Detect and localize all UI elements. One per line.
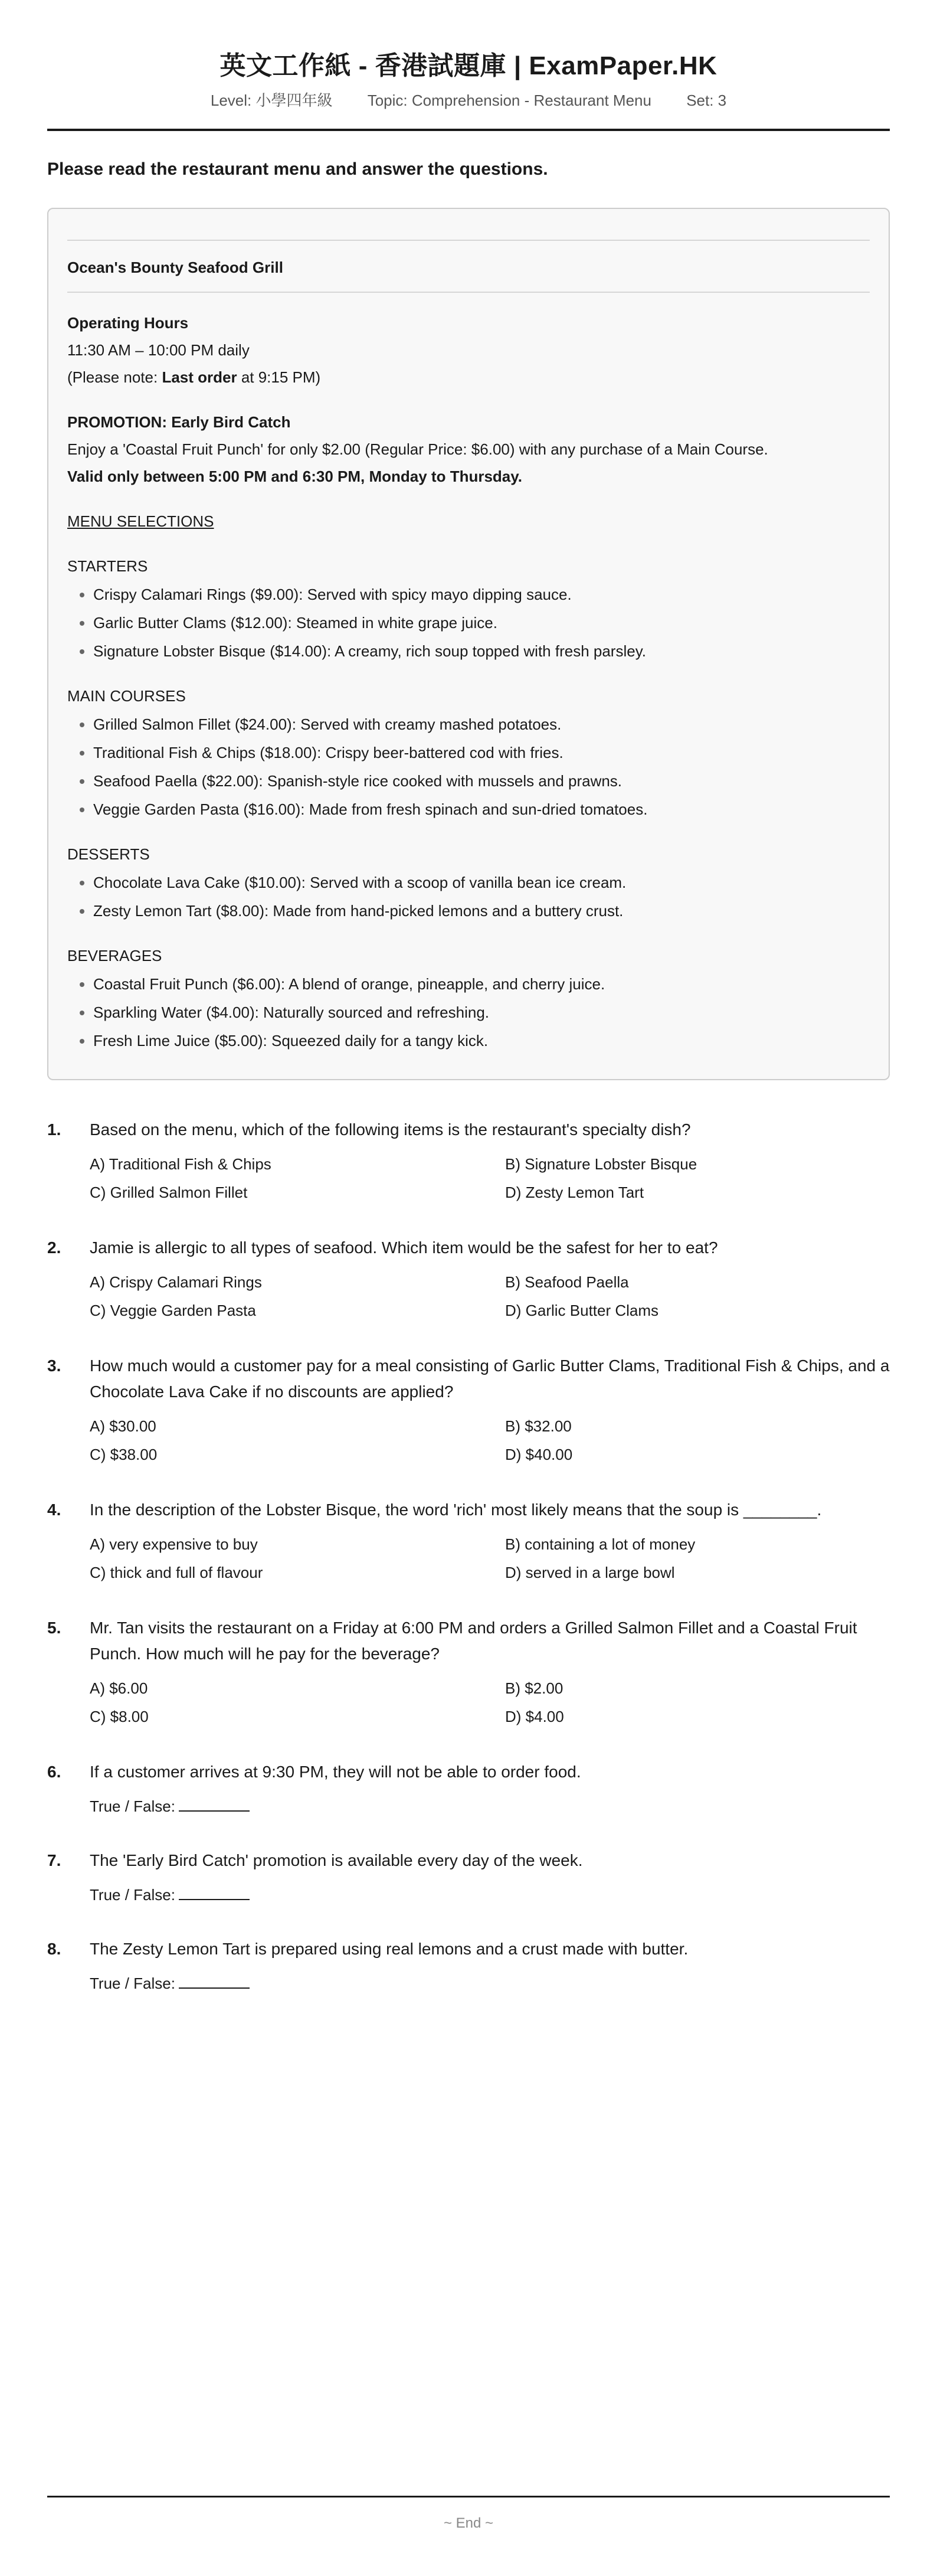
menu-item: • Sparkling Water ($4.00): Naturally sourced and refreshing. (93, 999, 870, 1026)
answer-blank[interactable] (179, 1971, 250, 1989)
answer-option[interactable]: A) $6.00 (90, 1679, 148, 1697)
question-text: If a customer arrives at 9:30 PM, they will not be able to order food. (90, 1763, 581, 1781)
operating-hours-heading: Operating Hours (67, 314, 189, 332)
menu-item-list (67, 711, 870, 823)
promotion-heading: PROMOTION: Early Bird Catch (67, 413, 291, 431)
answer-options (90, 1530, 890, 1587)
worksheet-meta (47, 90, 890, 111)
category-name: STARTERS (67, 557, 148, 575)
question-text: Mr. Tan visits the restaurant on a Friday at 6:00 PM and orders a Grilled Salmon Fillet and a Coastal Fruit Punch. How much will he pay for the beverage? (90, 1619, 857, 1663)
question-number: 2. (47, 1238, 61, 1257)
true-false-label: True / False: (90, 1797, 175, 1815)
answer-options (90, 1674, 890, 1731)
worksheet-header (47, 0, 890, 131)
menu-item: • Veggie Garden Pasta ($16.00): Made from fresh spinach and sun-dried tomatoes. (93, 796, 870, 823)
question-text: The 'Early Bird Catch' promotion is available every day of the week. (90, 1851, 583, 1869)
end-marker: ~ End ~ (443, 2515, 494, 2531)
menu-item: • Zesty Lemon Tart ($8.00): Made from hand-picked lemons and a buttery crust. (93, 897, 870, 924)
category-name: DESSERTS (67, 845, 150, 863)
answer-blank[interactable] (179, 1882, 250, 1900)
menu-item-list (67, 581, 870, 665)
question-number: 7. (47, 1851, 61, 1869)
answer-option[interactable]: C) Veggie Garden Pasta (90, 1302, 256, 1319)
menu-item: • Fresh Lime Juice ($5.00): Squeezed daily for a tangy kick. (93, 1027, 870, 1054)
promotion-validity: Valid only between 5:00 PM and 6:30 PM, Monday to Thursday. (67, 468, 523, 485)
question-number: 8. (47, 1940, 61, 1958)
question-number: 6. (47, 1763, 61, 1781)
answer-blank[interactable] (179, 1794, 250, 1812)
last-order-bold: Last order (162, 368, 237, 386)
answer-option[interactable]: A) Traditional Fish & Chips (90, 1155, 271, 1173)
question-number: 1. (47, 1120, 61, 1139)
question-4 (47, 1497, 890, 1587)
restaurant-menu-box (47, 208, 890, 1080)
header-divider (47, 129, 890, 131)
answer-option[interactable]: C) $38.00 (90, 1446, 158, 1463)
menu-item: • Signature Lobster Bisque ($14.00): A creamy, rich soup topped with fresh parsley. (93, 638, 870, 665)
topic-label: Topic: Comprehension - Restaurant Menu (367, 91, 651, 109)
menu-selections-heading: MENU SELECTIONS (67, 512, 214, 530)
menu-item: • Crispy Calamari Rings ($9.00): Served with spicy mayo dipping sauce. (93, 581, 870, 608)
set-label: Set: 3 (686, 91, 727, 109)
question-text: Jamie is allergic to all types of seafood. Which item would be the safest for her to eat? (90, 1238, 718, 1257)
answer-option[interactable]: D) served in a large bowl (505, 1564, 675, 1581)
question-text: How much would a customer pay for a meal consisting of Garlic Butter Clams, Traditional Fish & Chips, and a Chocolate Lava Cake if no discounts are applied? (90, 1356, 890, 1401)
menu-item: • Traditional Fish & Chips ($18.00): Crispy beer-battered cod with fries. (93, 739, 870, 766)
restaurant-name: Ocean's Bounty Seafood Grill (67, 259, 283, 276)
answer-options (90, 1412, 890, 1469)
menu-category-starters (67, 553, 870, 665)
question-8 (47, 1936, 890, 1996)
operating-hours-line: 11:30 AM – 10:00 PM daily (67, 341, 250, 359)
category-name: BEVERAGES (67, 947, 162, 965)
question-3 (47, 1353, 890, 1469)
menu-item-list (67, 869, 870, 924)
menu-category-desserts (67, 841, 870, 924)
true-false-answer (90, 1970, 890, 1996)
last-order-prefix: (Please note: (67, 368, 162, 386)
answer-option[interactable]: C) Grilled Salmon Fillet (90, 1184, 248, 1201)
question-7 (47, 1848, 890, 1908)
question-list (47, 1117, 890, 1996)
answer-option[interactable]: A) Crispy Calamari Rings (90, 1273, 262, 1291)
answer-options (90, 1150, 890, 1207)
level-label: Level: 小學四年級 (210, 91, 333, 109)
answer-options (90, 1268, 890, 1325)
menu-item: • Chocolate Lava Cake ($10.00): Served with a scoop of vanilla bean ice cream. (93, 869, 870, 896)
true-false-answer (90, 1793, 890, 1819)
answer-option[interactable]: D) $40.00 (505, 1446, 573, 1463)
question-2 (47, 1235, 890, 1325)
answer-option[interactable]: C) thick and full of flavour (90, 1564, 263, 1581)
menu-item: • Seafood Paella ($22.00): Spanish-style rice cooked with mussels and prawns. (93, 767, 870, 795)
question-5 (47, 1615, 890, 1731)
menu-item: • Coastal Fruit Punch ($6.00): A blend of orange, pineapple, and cherry juice. (93, 970, 870, 998)
true-false-label: True / False: (90, 1975, 175, 1992)
worksheet-page (47, 0, 890, 2025)
menu-item: • Grilled Salmon Fillet ($24.00): Served with creamy mashed potatoes. (93, 711, 870, 738)
menu-item: • Garlic Butter Clams ($12.00): Steamed in white grape juice. (93, 609, 870, 636)
answer-option[interactable]: B) Seafood Paella (505, 1273, 629, 1291)
question-text: The Zesty Lemon Tart is prepared using real lemons and a crust made with butter. (90, 1940, 689, 1958)
worksheet-footer (47, 2496, 890, 2532)
footer-divider (47, 2496, 890, 2497)
menu-item-list (67, 970, 870, 1054)
last-order-suffix: at 9:15 PM) (237, 368, 321, 386)
answer-option[interactable]: B) Signature Lobster Bisque (505, 1155, 697, 1173)
answer-option[interactable]: D) Garlic Butter Clams (505, 1302, 659, 1319)
answer-option[interactable]: A) $30.00 (90, 1417, 156, 1435)
answer-option[interactable]: D) Zesty Lemon Tart (505, 1184, 644, 1201)
true-false-answer (90, 1882, 890, 1908)
answer-option[interactable]: B) containing a lot of money (505, 1535, 696, 1553)
question-1 (47, 1117, 890, 1207)
question-text: Based on the menu, which of the following items is the restaurant's specialty dish? (90, 1120, 691, 1139)
promotion (67, 408, 870, 490)
true-false-label: True / False: (90, 1886, 175, 1904)
answer-option[interactable]: B) $2.00 (505, 1679, 563, 1697)
question-number: 4. (47, 1501, 61, 1519)
page-title: 英文工作紙 - 香港試題庫 | ExamPaper.HK (219, 51, 718, 80)
question-text: In the description of the Lobster Bisque, the word 'rich' most likely means that the soup is ________. (90, 1501, 822, 1519)
question-number: 3. (47, 1356, 61, 1375)
answer-option[interactable]: B) $32.00 (505, 1417, 572, 1435)
question-6 (47, 1759, 890, 1819)
question-number: 5. (47, 1619, 61, 1637)
answer-option[interactable]: A) very expensive to buy (90, 1535, 258, 1553)
menu-category-main-courses (67, 682, 870, 823)
answer-option[interactable]: C) $8.00 (90, 1708, 149, 1725)
category-name: MAIN COURSES (67, 687, 186, 705)
answer-option[interactable]: D) $4.00 (505, 1708, 564, 1725)
instruction-text: Please read the restaurant menu and answer the questions. (47, 159, 548, 179)
operating-hours (67, 309, 870, 391)
promotion-description: Enjoy a 'Coastal Fruit Punch' for only $2.00 (Regular Price: $6.00) with any purchase of a Main Course. (67, 440, 768, 458)
menu-category-beverages (67, 942, 870, 1054)
last-order-note (67, 364, 870, 391)
